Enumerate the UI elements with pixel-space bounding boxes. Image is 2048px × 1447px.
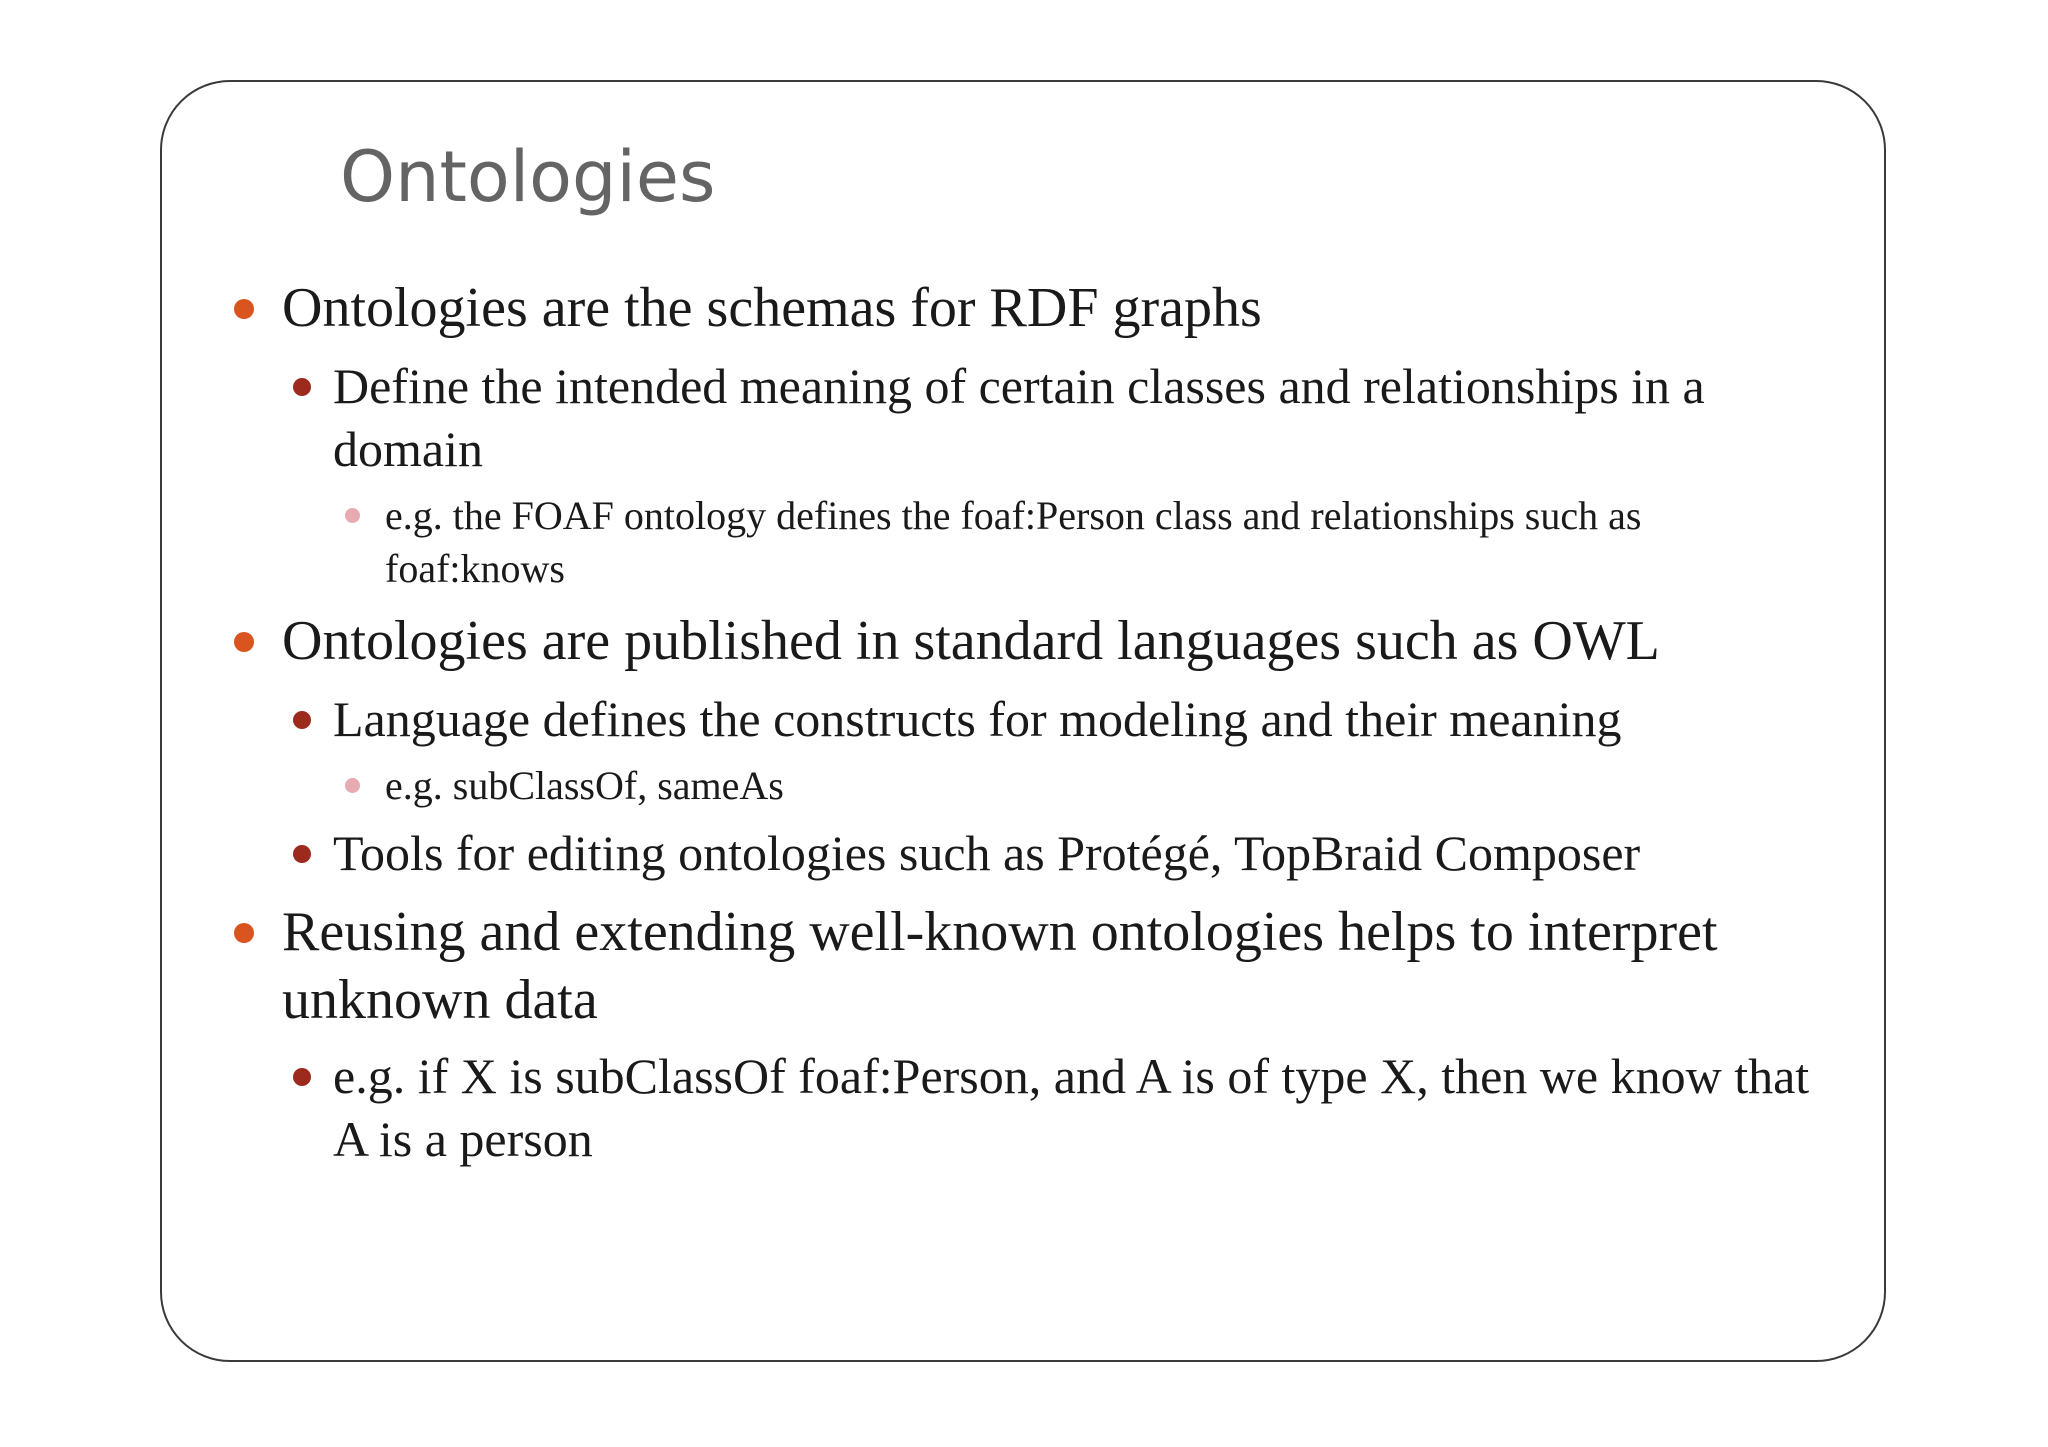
bullet-dot-icon <box>293 1068 311 1086</box>
bullet-dot-icon <box>293 845 311 863</box>
bullet-text: e.g. if X is subClassOf foaf:Person, and A is of type X, then we know that A is a person <box>333 1048 1810 1167</box>
bullet-text: e.g. the FOAF ontology defines the foaf:Person class and relationships such as foaf:knows <box>385 493 1642 591</box>
bullet-dot-icon <box>345 778 360 793</box>
bullet-dot-icon <box>345 508 360 523</box>
bullet-text: Language defines the constructs for modeling and their meaning <box>333 691 1622 747</box>
bullet-item-level1 <box>282 274 1842 342</box>
bullet-text: Tools for editing ontologies such as Protégé, TopBraid Composer <box>333 825 1641 881</box>
bullet-item-level3 <box>385 489 1765 595</box>
bullet-item-level1 <box>282 607 1842 675</box>
bullet-dot-icon <box>234 923 254 943</box>
bullet-item-level1 <box>282 898 1842 1034</box>
bullet-text: e.g. subClassOf, sameAs <box>385 763 784 808</box>
bullet-item-level2 <box>333 688 1803 751</box>
slide-title: Ontologies <box>340 136 716 218</box>
bullet-dot-icon <box>234 632 254 652</box>
bullet-dot-icon <box>293 711 311 729</box>
bullet-item-level3 <box>385 759 1765 812</box>
bullet-text: Ontologies are the schemas for RDF graphs <box>282 277 1262 339</box>
bullet-text: Define the intended meaning of certain classes and relationships in a domain <box>333 358 1705 477</box>
bullet-item-level2 <box>333 822 1803 885</box>
bullet-item-level2 <box>333 1045 1813 1171</box>
bullet-item-level2 <box>333 355 1803 481</box>
bullet-text: Reusing and extending well-known ontologies helps to interpret unknown data <box>282 901 1718 1031</box>
bullet-text: Ontologies are published in standard languages such as OWL <box>282 610 1660 672</box>
bullet-dot-icon <box>293 378 311 396</box>
bullet-dot-icon <box>234 299 254 319</box>
